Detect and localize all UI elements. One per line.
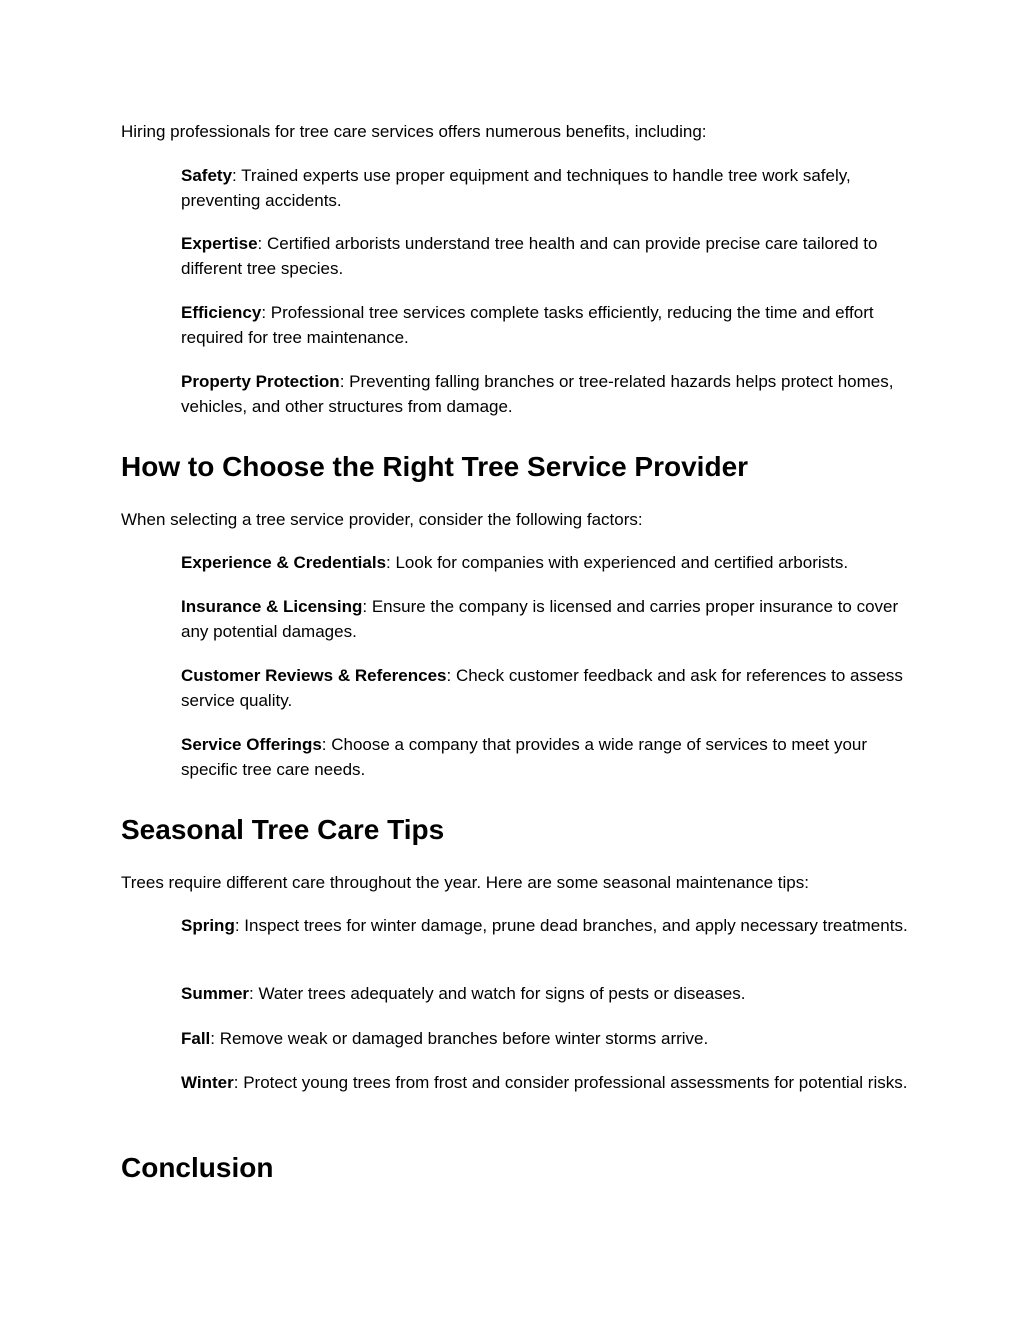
benefit-term: Property Protection <box>181 372 340 391</box>
season-item-fall <box>181 1027 911 1052</box>
factor-text: : Check customer feedback and ask for references to assess service quality. <box>181 666 903 710</box>
season-term: Fall <box>181 1029 211 1048</box>
intro-paragraph: Hiring professionals for tree care services offers numerous benefits, including: <box>121 122 707 141</box>
benefit-text: : Professional tree services complete tasks efficiently, reducing the time and effort required for tree maintenance. <box>181 303 874 347</box>
season-text: : Inspect trees for winter damage, prune dead branches, and apply necessary treatments. <box>234 916 908 935</box>
season-item-winter <box>181 1071 911 1096</box>
choose-intro-paragraph: When selecting a tree service provider, consider the following factors: <box>121 510 643 529</box>
benefit-term: Expertise <box>181 234 258 253</box>
benefit-term: Efficiency <box>181 303 262 322</box>
season-term: Summer <box>181 984 250 1003</box>
benefit-item-efficiency <box>181 301 911 350</box>
season-term: Winter <box>181 1073 234 1092</box>
benefit-item-expertise <box>181 232 911 281</box>
factor-item-reviews <box>181 664 911 713</box>
heading-seasonal-tips: Seasonal Tree Care Tips <box>121 814 445 845</box>
season-term: Spring <box>181 916 235 935</box>
season-text: : Protect young trees from frost and consider professional assessments for potential risks. <box>233 1073 908 1092</box>
factor-term: Insurance & Licensing <box>181 597 363 616</box>
factor-text: : Ensure the company is licensed and carries proper insurance to cover any potential damages. <box>181 597 899 641</box>
factor-term: Customer Reviews & References <box>181 666 447 685</box>
factor-item-insurance <box>181 595 911 644</box>
factor-item-experience <box>181 551 911 576</box>
season-item-spring <box>181 914 911 939</box>
factor-text: : Look for companies with experienced and certified arborists. <box>386 553 849 572</box>
heading-choose-provider: How to Choose the Right Tree Service Provider <box>121 451 749 482</box>
heading-conclusion: Conclusion <box>121 1152 274 1183</box>
benefit-text: : Certified arborists understand tree health and can provide precise care tailored to different tree species. <box>181 234 878 278</box>
season-text: : Water trees adequately and watch for signs of pests or diseases. <box>249 984 746 1003</box>
season-text: : Remove weak or damaged branches before winter storms arrive. <box>210 1029 709 1048</box>
season-item-summer <box>181 982 911 1007</box>
factor-text: : Choose a company that provides a wide range of services to meet your specific tree care needs. <box>181 735 868 779</box>
factor-item-offerings <box>181 733 911 782</box>
seasonal-intro-paragraph: Trees require different care throughout the year. Here are some seasonal maintenance tips: <box>121 873 809 892</box>
benefit-text: : Preventing falling branches or tree-related hazards helps protect homes, vehicles, and other structures from damage. <box>181 372 894 416</box>
benefit-text: : Trained experts use proper equipment and techniques to handle tree work safely, preventing accidents. <box>181 166 851 210</box>
benefit-item-property-protection <box>181 370 911 419</box>
benefit-term: Safety <box>181 166 233 185</box>
factor-term: Experience & Credentials <box>181 553 387 572</box>
factor-term: Service Offerings <box>181 735 322 754</box>
benefit-item-safety <box>181 164 911 213</box>
